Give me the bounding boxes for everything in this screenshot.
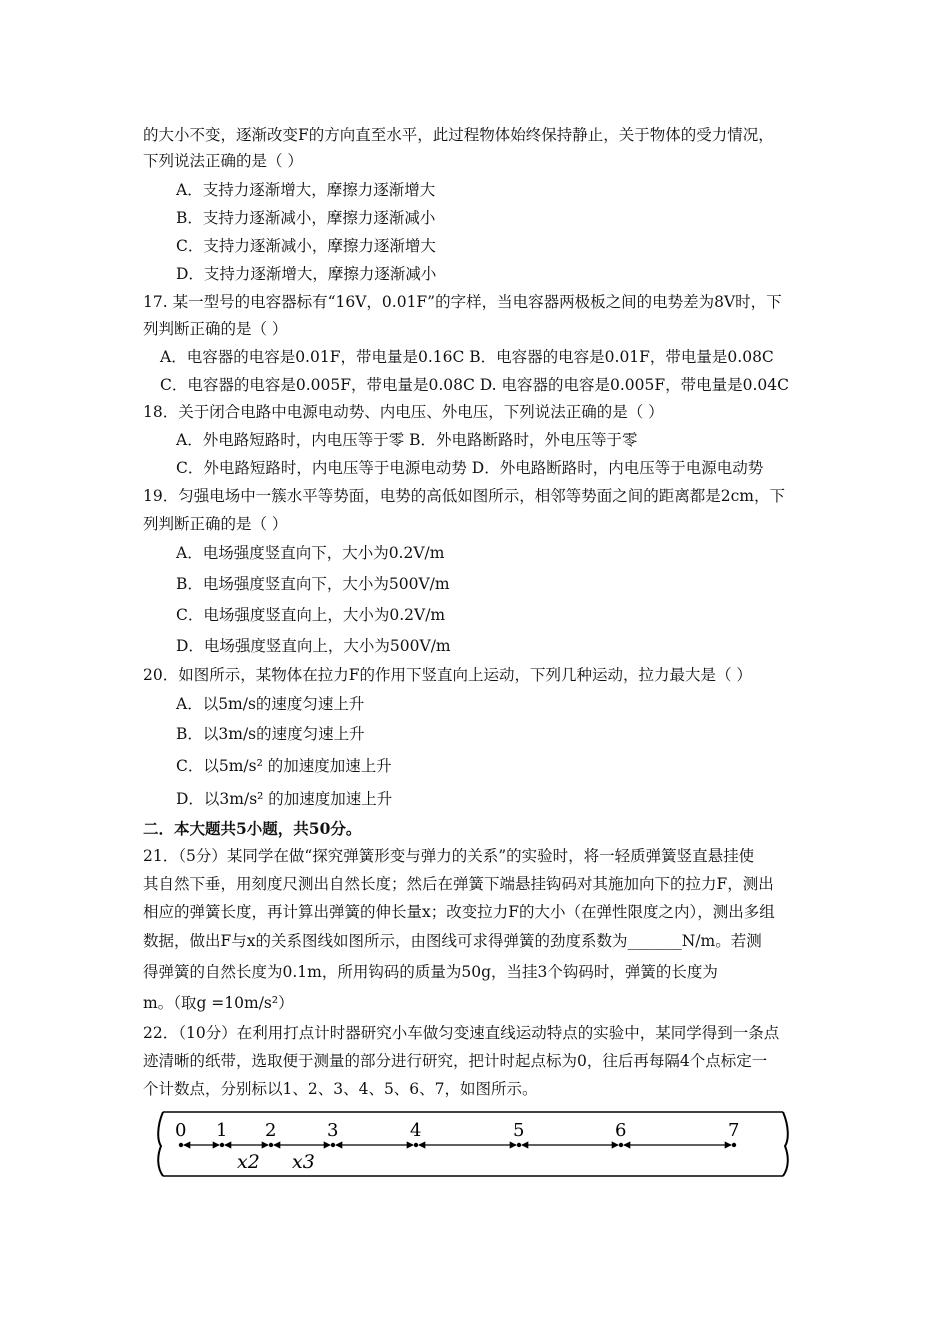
q16-option-d: D．支持力逐渐增大，摩擦力逐渐减小 [176,265,437,283]
tape-dot-2 [269,1143,273,1147]
q16-option-c: C．支持力逐渐减小，摩擦力逐渐增大 [176,237,436,255]
tape-dot-6 [619,1143,623,1147]
tape-label-0: 0 [175,1120,187,1141]
tape-label-5: 5 [513,1120,525,1141]
q19-option-a: A．电场强度竖直向下，大小为0.2V/m [176,544,445,562]
q17-options-ab: A．电容器的电容是0.01F，带电量是0.16C B．电容器的电容是0.01F，带电量是0.08C [160,348,774,366]
q19-stem-line1: 19．匀强电场中一簇水平等势面，电势的高低如图所示，相邻等势面之间的距离都是2cm，下 [143,487,785,505]
q21-line6: m。（取g =10m/s²） [143,994,294,1012]
q22-line1: 22．（10分）在利用打点计时器研究小车做匀变速直线运动特点的实验中，某同学得到一条点 [143,1024,780,1042]
tape-dot-3 [331,1143,335,1147]
tape-label-x3: x3 [292,1151,315,1173]
tape-left-edge [158,1112,163,1176]
paper-tape-figure [155,1108,795,1180]
tape-dot-5 [517,1143,521,1147]
tape-dot-7 [732,1143,736,1147]
q18-stem: 18．关于闭合电路中电源电动势、内电压、外电压，下列说法正确的是（ ） [143,403,664,421]
tape-label-2: 2 [265,1120,277,1141]
tape-dot-1 [220,1143,224,1147]
q18-options-cd: C．外电路短路时，内电压等于电源电动势 D．外电路断路时，内电压等于电源电动势 [176,459,764,477]
q16-line2: 下列说法正确的是（ ） [143,152,303,170]
tape-right-edge [783,1112,788,1176]
q17-options-cd: C．电容器的电容是0.005F，带电量是0.08C D. 电容器的电容是0.005F，带电量是0.04C [160,376,790,394]
q18-options-ab: A．外电路短路时，内电压等于零 B．外电路断路时，外电压等于零 [176,431,638,449]
q22-line3: 个计数点，分别标以1、2、3、4、5、6、7，如图所示。 [143,1080,538,1098]
q21-line3: 相应的弹簧长度，再计算出弹簧的伸长量x；改变拉力F的大小（在弹性限度之内），测出多组 [143,903,775,921]
q16-line1: 的大小不变，逐渐改变F的方向直至水平，此过程物体始终保持静止，关于物体的受力情况， [143,126,774,144]
q20-stem: 20．如图所示，某物体在拉力F的作用下竖直向上运动，下列几种运动，拉力最大是（ ） [143,666,752,684]
q16-option-b: B．支持力逐渐减小，摩擦力逐渐减小 [176,209,436,227]
q19-stem-line2: 列判断正确的是（ ） [143,515,288,533]
tape-dot-0 [179,1143,183,1147]
q21-line4: 数据，做出F与x的关系图线如图所示，由图线可求得弹簧的劲度系数为_______N/m。若测 [143,932,762,950]
tape-dot-4 [414,1143,418,1147]
q20-option-b: B．以3m/s的速度匀速上升 [176,725,365,743]
tape-label-6: 6 [615,1120,627,1141]
q20-option-d: D．以3m/s² 的加速度加速上升 [176,790,393,808]
tape-label-3: 3 [327,1120,339,1141]
q21-line2: 其自然下垂，用刻度尺测出自然长度；然后在弹簧下端悬挂钩码对其施加向下的拉力F，测出 [143,875,774,893]
section-two-heading: 二．本大题共5小题，共50分。 [143,819,362,838]
q19-option-b: B．电场强度竖直向下，大小为500V/m [176,575,450,593]
q17-stem-line1: 17. 某一型号的电容器标有“16V，0.01F”的字样，当电容器两极板之间的电势差为8V时，下 [143,293,782,311]
q21-line5: 得弹簧的自然长度为0.1m，所用钩码的质量为50g，当挂3个钩码时，弹簧的长度为 [143,963,718,981]
q16-option-a: A．支持力逐渐增大，摩擦力逐渐增大 [176,181,436,199]
tape-label-x2: x2 [237,1151,260,1173]
q20-option-c: C．以5m/s² 的加速度加速上升 [176,757,392,775]
q20-option-a: A．以5m/s的速度匀速上升 [176,695,365,713]
tape-label-4: 4 [410,1120,422,1141]
tape-label-1: 1 [216,1120,228,1141]
q19-option-c: C．电场强度竖直向上，大小为0.2V/m [176,606,446,624]
tape-label-7: 7 [728,1120,740,1141]
q21-line1: 21．（5分）某同学在做“探究弹簧形变与弹力的关系”的实验时，将一轻质弹簧竖直悬挂使 [143,847,755,865]
q17-stem-line2: 列判断正确的是（ ） [143,320,288,338]
q22-line2: 迹清晰的纸带，选取便于测量的部分进行研究，把计时起点标为0，往后再每隔4个点标定一 [143,1052,768,1070]
q19-option-d: D．电场强度竖直向上，大小为500V/m [176,637,451,655]
